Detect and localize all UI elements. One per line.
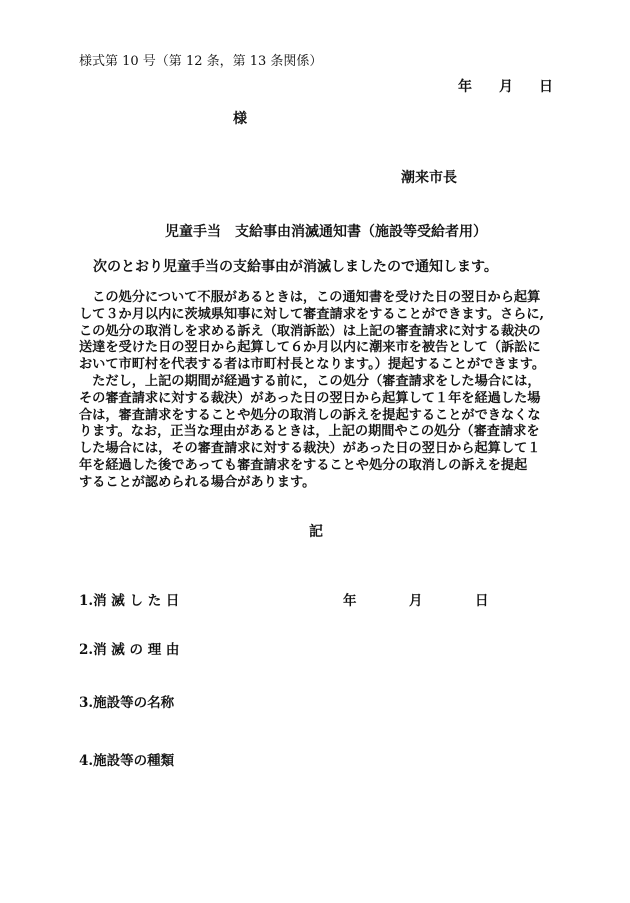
issuer-name: 潮来市長 — [401, 170, 457, 186]
notice-line: この処分の取消しを求める訴え（取消訴訟）は上記の審査請求に対する裁決の — [79, 323, 541, 339]
item-facility-type-label: 4.施設等の種類 — [79, 753, 175, 769]
notice-line: した場合には，その審査請求に対する裁決）があった日の翌日から起算して１ — [79, 441, 541, 457]
ki-heading: 記 — [309, 524, 323, 540]
addressee-suffix: 様 — [233, 111, 247, 127]
appeal-notice — [79, 290, 557, 492]
notice-line: ただし，上記の期間が経過する前に，この処分（審査請求をした場合には， — [79, 373, 541, 389]
notice-line: 年を経過した後であっても審査請求をすることや処分の取消しの訴えを提起 — [79, 457, 528, 473]
notice-line: おいて市町村を代表する者は市町村長となります。）提起することができます。 — [79, 357, 546, 373]
form-number: 様式第 10 号（第 12 条，第 13 条関係） — [79, 54, 323, 69]
notice-line: 送達を受けた日の翌日から起算して６か月以内に潮来市を被告として（訴訟に — [79, 340, 541, 356]
item-facility-name-label: 3.施設等の名称 — [79, 695, 175, 711]
date-day-label: 日 — [539, 79, 553, 95]
notice-line: して３か月以内に茨城県知事に対して審査請求をすることができます。さらに, — [79, 306, 545, 322]
date-year-label: 年 — [458, 79, 472, 95]
notice-line: この処分について不服があるときは，この通知書を受けた日の翌日から起算 — [79, 290, 541, 305]
intro-sentence: 次のとおり児童手当の支給事由が消滅しましたので通知します。 — [93, 259, 498, 275]
item-date-month: 月 — [409, 593, 423, 609]
notice-line: その審査請求に対する裁決）があった日の翌日から起算して１年を経過した場 — [79, 390, 541, 406]
notice-line: ります。なお，正当な理由があるときは，上記の期間やこの処分（審査請求を — [79, 424, 540, 440]
notice-line: 合は，審査請求をすることや処分の取消しの訴えを提起することができなくな — [79, 407, 541, 423]
date-month-label: 月 — [499, 79, 513, 95]
item-reason-label: 2.消 滅 の 理 由 — [79, 642, 180, 658]
item-extinction-date-label: 1.消 滅 し た 日 — [79, 593, 180, 609]
item-date-day: 日 — [475, 593, 489, 609]
notice-line: することが認められる場合があります。 — [79, 474, 316, 490]
item-date-year: 年 — [343, 593, 357, 609]
document-title: 児童手当 支給事由消滅通知書（施設等受給者用） — [165, 224, 487, 240]
